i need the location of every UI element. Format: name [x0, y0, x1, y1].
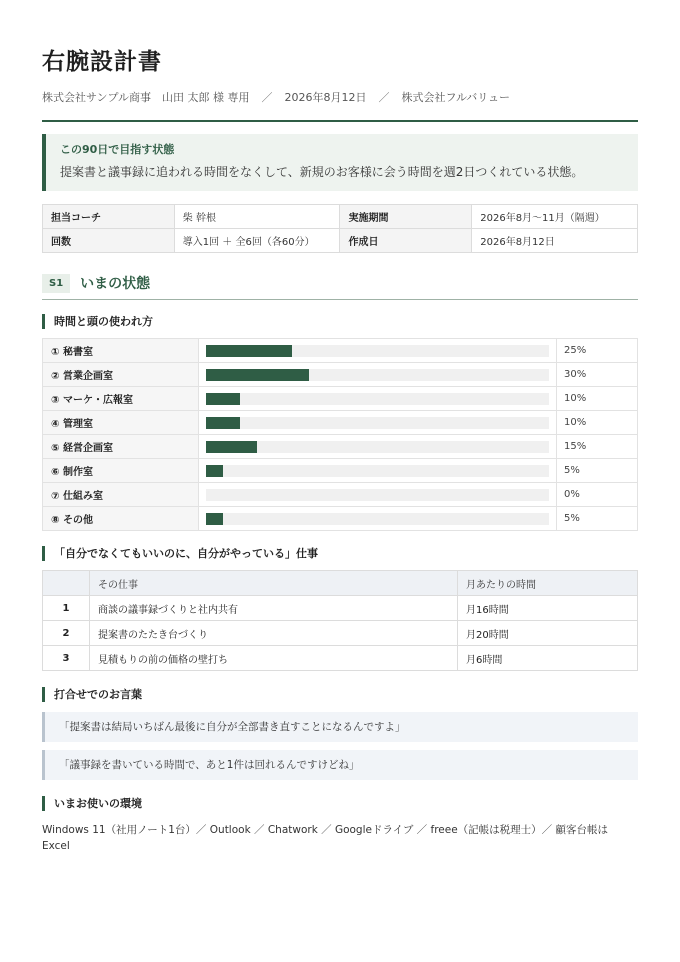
time-usage-label: ⑦ 仕組み室	[43, 483, 199, 507]
time-usage-row	[43, 435, 638, 459]
time-usage-row	[43, 339, 638, 363]
time-usage-row	[43, 483, 638, 507]
environment-text: Windows 11（社用ノート1台）／ Outlook ／ Chatwork ／ Googleドライブ ／ freee（記帳は税理士）／ 顧客台帳は Excel	[42, 824, 609, 852]
bar-track	[206, 417, 549, 429]
section-header	[42, 271, 638, 295]
bar-fill	[206, 393, 240, 405]
section-divider	[42, 299, 638, 300]
title-divider	[42, 120, 638, 122]
time-usage-bar-cell	[199, 507, 557, 531]
bar-track	[206, 393, 549, 405]
time-usage-row	[43, 363, 638, 387]
task-number: 3	[43, 646, 90, 671]
document-title: 右腕設計書	[42, 49, 162, 75]
created-label: 作成日	[340, 229, 472, 253]
time-usage-row	[43, 507, 638, 531]
time-usage-label: ① 秘書室	[43, 339, 199, 363]
tasks-header-row	[43, 571, 638, 596]
col-number	[43, 571, 90, 596]
coach-value: 柴 幹根	[174, 205, 340, 229]
tasks-heading: 「自分でなくてもいいのに、自分がやっている」仕事	[42, 546, 638, 561]
coach-label: 担当コーチ	[43, 205, 175, 229]
bar-fill	[206, 441, 257, 453]
time-usage-percent: 5%	[557, 507, 638, 531]
bar-track	[206, 345, 549, 357]
time-usage-bar-cell	[199, 459, 557, 483]
time-usage-percent: 5%	[557, 459, 638, 483]
time-usage-percent: 10%	[557, 387, 638, 411]
table-row	[43, 621, 638, 646]
time-usage-percent: 10%	[557, 411, 638, 435]
task-work: 見積もりの前の価格の壁打ち	[90, 646, 458, 671]
time-usage-percent: 15%	[557, 435, 638, 459]
goal-callout	[42, 134, 638, 191]
task-number: 1	[43, 596, 90, 621]
bar-track	[206, 369, 549, 381]
task-work: 提案書のたたき台づくり	[90, 621, 458, 646]
bar-track	[206, 465, 549, 477]
quote-item: 「議事録を書いている時間で、あと1件は回れるんですけどね」	[42, 750, 638, 780]
bar-fill	[206, 465, 223, 477]
task-number: 2	[43, 621, 90, 646]
time-usage-percent: 30%	[557, 363, 638, 387]
time-usage-bar-cell	[199, 387, 557, 411]
created-value: 2026年8月12日	[472, 229, 638, 253]
info-row	[43, 229, 638, 253]
time-usage-label: ⑥ 制作室	[43, 459, 199, 483]
time-usage-label: ③ マーケ・広報室	[43, 387, 199, 411]
meta-client: 株式会社サンプル商事 山田 太郎 様 専用	[42, 91, 250, 104]
time-usage-row	[43, 411, 638, 435]
time-usage-percent: 25%	[557, 339, 638, 363]
time-usage-row	[43, 387, 638, 411]
bar-fill	[206, 417, 240, 429]
time-usage-row	[43, 459, 638, 483]
bar-track	[206, 441, 549, 453]
section-title: いまの状態	[80, 276, 151, 292]
info-table	[42, 204, 638, 253]
time-usage-bar-cell	[199, 411, 557, 435]
time-usage-label: ⑧ その他	[43, 507, 199, 531]
bar-track	[206, 513, 549, 525]
quote-item: 「提案書は結局いちばん最後に自分が全部書き直すことになるんですよ」	[42, 712, 638, 742]
period-value: 2026年8月～11月（隔週）	[472, 205, 638, 229]
time-usage-label: ② 営業企画室	[43, 363, 199, 387]
time-usage-label: ④ 管理室	[43, 411, 199, 435]
col-hours: 月あたりの時間	[458, 571, 638, 596]
tasks-table	[42, 570, 638, 671]
section-badge: S1	[42, 274, 70, 293]
sessions-label: 回数	[43, 229, 175, 253]
task-hours: 月16時間	[458, 596, 638, 621]
environment-heading: いまお使いの環境	[42, 796, 638, 811]
sessions-value: 導入1回 ＋ 全6回（各60分）	[174, 229, 340, 253]
meta-separator: ／	[378, 91, 390, 104]
bar-fill	[206, 369, 309, 381]
meta-separator: ／	[261, 91, 273, 104]
bar-fill	[206, 513, 223, 525]
bar-track	[206, 489, 549, 501]
task-hours: 月20時間	[458, 621, 638, 646]
time-usage-bar-cell	[199, 483, 557, 507]
table-row	[43, 646, 638, 671]
goal-text: 提案書と議事録に追われる時間をなくして、新規のお客様に会う時間を週2日つくれている状態。	[60, 165, 584, 179]
period-label: 実施期間	[340, 205, 472, 229]
goal-label: この90日で目指す状態	[60, 143, 175, 156]
task-hours: 月6時間	[458, 646, 638, 671]
time-usage-bar-cell	[199, 435, 557, 459]
meta-company: 株式会社フルバリュー	[401, 91, 510, 104]
quotes-heading: 打合せでのお言葉	[42, 687, 638, 702]
time-usage-table	[42, 338, 638, 531]
table-row	[43, 596, 638, 621]
time-usage-label: ⑤ 経営企画室	[43, 435, 199, 459]
bar-fill	[206, 345, 292, 357]
time-usage-bar-cell	[199, 339, 557, 363]
col-work: その仕事	[90, 571, 458, 596]
time-usage-percent: 0%	[557, 483, 638, 507]
meta-date: 2026年8月12日	[284, 91, 367, 104]
time-usage-bar-cell	[199, 363, 557, 387]
task-work: 商談の議事録づくりと社内共有	[90, 596, 458, 621]
document-meta	[42, 90, 638, 106]
document-page	[42, 46, 638, 854]
time-usage-heading: 時間と頭の使われ方	[42, 314, 638, 329]
info-row	[43, 205, 638, 229]
